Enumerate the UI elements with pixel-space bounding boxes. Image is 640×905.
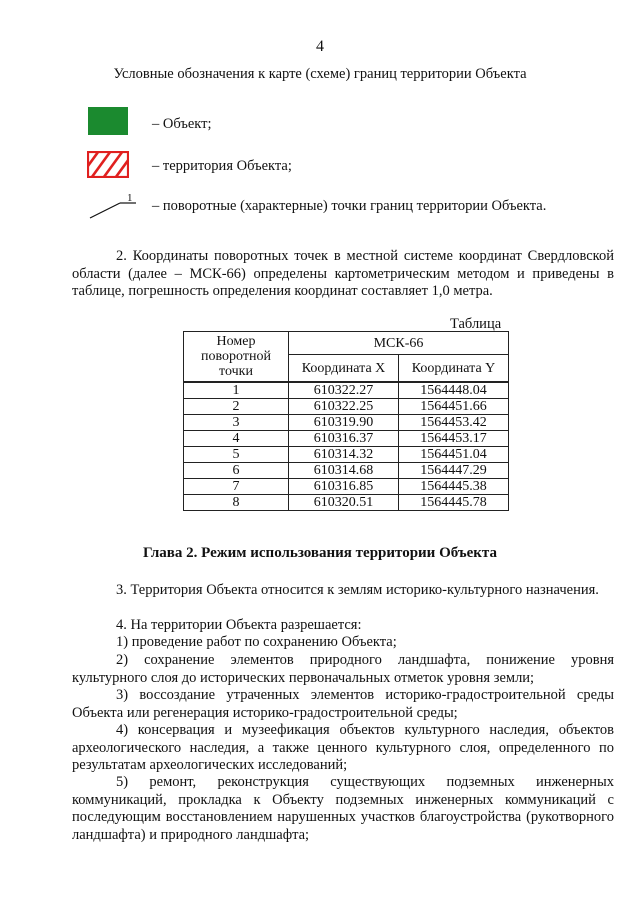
coord-y: 1564447.29 [399,463,509,479]
table-row [184,431,509,447]
list-item: 3) воссоздание утраченных элементов историко-градостроительной среды Объекта или регенерация историко-градостроительной среды; [72,687,614,721]
coord-x: 610320.51 [289,495,399,511]
col-y-header: Координата Y [399,355,509,383]
legend-title: Условные обозначения к карте (схеме) границ территории Объекта [113,66,527,82]
col-point-header: Номер поворотной точки [184,332,289,383]
turning-point-icon [88,190,138,220]
coord-x: 610316.37 [289,431,399,447]
paragraph-permitted: 4. На территории Объекта разрешается: [116,617,362,633]
list-item: 4) консервация и музеефикация объектов культурного наследия, объектов археологического наследия, а также ценного культурного слоя, определенного по результатам археологических исследований; [72,722,614,773]
list-item: 5) ремонт, реконструкция существующих подземных инженерных коммуникаций, прокладка к Объекту подземных инженерных коммуникаций с последующим восстановлением нарушенных участков благоустройства (рукотворного ландшафта) и природного ландшафта; [72,774,614,843]
table-row [184,479,509,495]
coord-y: 1564453.17 [399,431,509,447]
coord-y: 1564445.38 [399,479,509,495]
point-number: 6 [184,463,289,479]
paragraph-coordinates: 2. Координаты поворотных точек в местной системе координат Свердловской области (далее – МСК-66) определены картометрическим методом и приведены в таблице, погрешность определения координат составляет 1,0 метра. [72,248,614,299]
coordinates-table [183,331,509,511]
coord-x: 610314.68 [289,463,399,479]
point-number: 7 [184,479,289,495]
group-header: МСК-66 [289,332,509,355]
coord-y: 1564451.04 [399,447,509,463]
coord-x: 610322.25 [289,399,399,415]
coord-x: 610322.27 [289,382,399,399]
legend-object-label: – Объект; [152,116,212,132]
coord-x: 610314.32 [289,447,399,463]
point-number: 3 [184,415,289,431]
chapter-title: Глава 2. Режим использования территории Объекта [143,545,497,561]
coord-y: 1564453.42 [399,415,509,431]
point-number: 8 [184,495,289,511]
table-row [184,463,509,479]
coord-y: 1564448.04 [399,382,509,399]
table-row [184,399,509,415]
table-caption: Таблица [450,316,502,332]
point-number: 5 [184,447,289,463]
coord-x: 610319.90 [289,415,399,431]
table-row [184,382,509,399]
point-number: 1 [184,382,289,399]
legend-points-label: – поворотные (характерные) точки границ территории Объекта. [152,198,547,214]
point-number: 2 [184,399,289,415]
list-item: 1) проведение работ по сохранению Объекта; [116,634,397,650]
paragraph-land-category: 3. Территория Объекта относится к землям историко-культурного назначения. [116,582,599,598]
table-row [184,495,509,511]
coord-y: 1564445.78 [399,495,509,511]
point-number: 4 [184,431,289,447]
page-number: 4 [316,38,324,55]
object-symbol-icon [88,107,128,135]
territory-hatch-icon [87,151,129,178]
table-row [184,447,509,463]
table-row [184,415,509,431]
coord-y: 1564451.66 [399,399,509,415]
col-x-header: Координата X [289,355,399,383]
coord-x: 610316.85 [289,479,399,495]
legend-territory-label: – территория Объекта; [152,158,292,174]
turning-point-marker: 1 [127,192,133,204]
list-item: 2) сохранение элементов природного ландшафта, понижение уровня культурного слоя до исторических первоначальных отметок уровня земли; [72,652,614,686]
